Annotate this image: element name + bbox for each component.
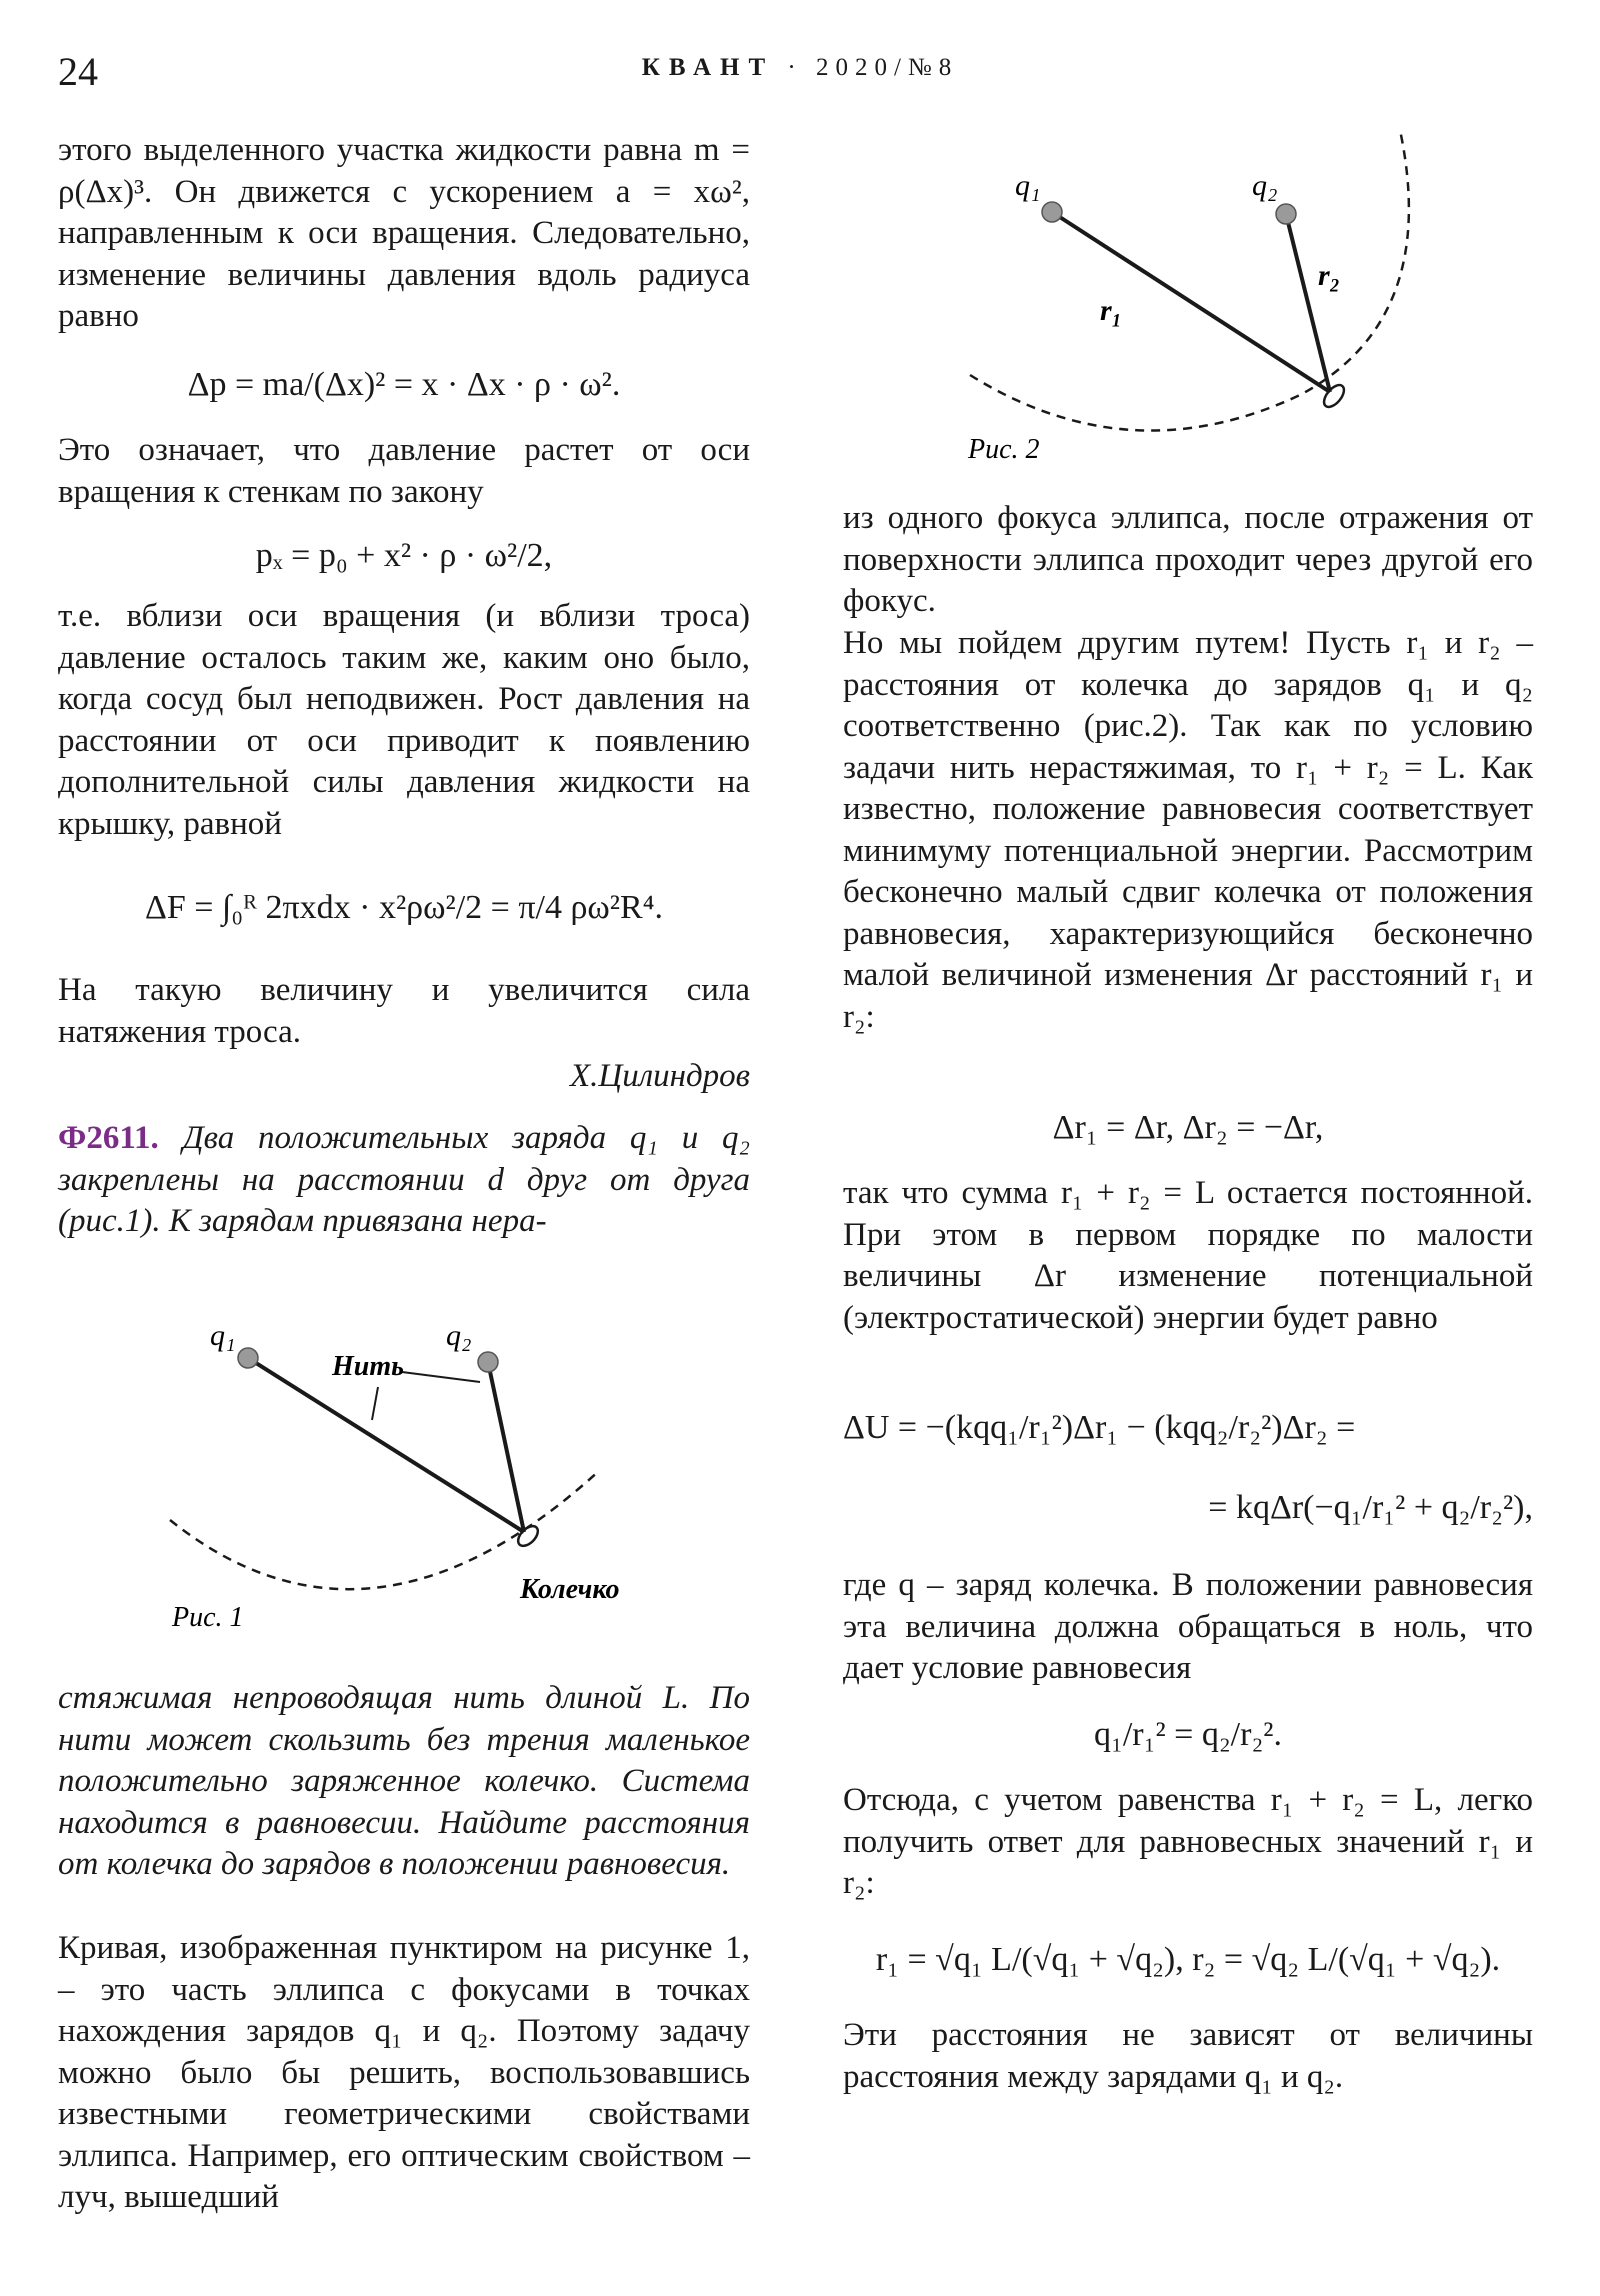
running-header	[0, 54, 1600, 82]
charge-q1-ball	[238, 1348, 258, 1368]
charge-q1-ball	[1042, 202, 1062, 222]
right-column	[843, 498, 1533, 2098]
problem-statement-a	[58, 1118, 750, 1243]
formula-delta-f: ΔF = ∫₀ᴿ 2πxdx · x²ρω²/2 = π/4 ρω²R⁴.	[144, 889, 664, 926]
right-paragraph-2: Но мы пойдем другим путем! Пусть r₁ и r₂ – расстояния от колечка до зарядов q₁ и q₂ соответственно (рис.2). Так как по условию задачи нить нерастяжимая, то r₁ + r₂ = L. Как известно, положение равновесия соответствует минимуму потенциальной энергии. Рассмотрим бесконечно малый сдвиг колечка от положения равновесия, характеризующийся бесконечно малой величиной изменения Δr расстояний r₁ и r₂:	[843, 625, 1533, 1035]
fig1-caption: Рис. 1	[172, 1602, 244, 1633]
thread-label-pointer-1	[372, 1387, 378, 1420]
fig1-label-thread: Нить	[332, 1351, 404, 1382]
page-number: 24	[58, 49, 98, 94]
figure-2	[960, 120, 1480, 470]
thread-segment-1	[248, 1358, 524, 1532]
formula-delta-r: Δr₁ = Δr, Δr₂ = −Δr,	[1052, 1109, 1324, 1146]
left-paragraph-4: На такую величину и увеличится сила натяжения троса.	[58, 972, 750, 1050]
fig1-label-q1: q₁	[210, 1319, 236, 1352]
right-paragraph-4: где q – заряд колечка. В положении равновесия эта величина должна обращаться в ноль, что дает условие равновесия	[843, 1567, 1533, 1686]
formula-answer: r₁ = √q₁ L/(√q₁ + √q₂), r₂ = √q₂ L/(√q₁ + √q₂).	[875, 1941, 1501, 1978]
formula-px: pₓ = p₀ + x² · ρ · ω²/2,	[255, 537, 553, 574]
right-paragraph-6: Эти расстояния не зависят от величины расстояния между зарядами q₁ и q₂.	[843, 2017, 1533, 2095]
fig2-label-r2: r₂	[1318, 259, 1341, 292]
ellipse-arc-dashed	[170, 1470, 600, 1589]
formula-delta-p: Δp = ma/(Δx)² = x · Δx · ρ · ω².	[187, 366, 621, 403]
r1-segment	[1052, 212, 1330, 392]
left-paragraph-2: Это означает, что давление растет от оси вращения к стенкам по закону	[58, 432, 750, 510]
header-separator: ·	[787, 54, 803, 81]
left-column-lower	[58, 1678, 750, 2219]
charge-q2-ball	[478, 1352, 498, 1372]
issue-number: 2020/№8	[815, 54, 959, 81]
thread-label-pointer-2	[402, 1372, 480, 1382]
formula-delta-u-line2: = kqΔr(−q₁/r₁² + q₂/r₂²),	[1208, 1489, 1533, 1526]
left-paragraph-5: Кривая, изображенная пунктиром на рисунке 1, – это часть эллипса с фокусами в точках нахождения зарядов q₁ и q₂. Поэтому задачу можно было бы решить, воспользовавшись известными геометрическими свойствами эллипса. Например, его оптическим свойством – луч, вышедший	[58, 1930, 750, 2215]
problem-text-b: стяжимая непроводящая нить длиной L. По нити может скользить без трения маленькое положительно заряженное колечко. Система находится в равновесии. Найдите расстояния от колечка до зарядов в положении равновесия.	[58, 1680, 750, 1882]
figure-1	[140, 1310, 700, 1650]
problem-text-a: Два положительных заряда q₁ и q₂ закреплены на расстоянии d друг от друга (рис.1). К зарядам привязана нера-	[58, 1120, 750, 1239]
problem-number: Ф2611.	[58, 1120, 159, 1156]
journal-title: КВАНТ	[641, 54, 775, 81]
fig1-label-q2: q₂	[446, 1319, 472, 1352]
fig2-label-q2: q₂	[1252, 169, 1278, 202]
right-paragraph-3: так что сумма r₁ + r₂ = L остается постоянной. При этом в первом порядке по малости величины Δr изменение потенциальной (электростатической) энергии будет равно	[843, 1175, 1533, 1336]
charge-q2-ball	[1276, 204, 1296, 224]
right-paragraph-5: Отсюда, с учетом равенства r₁ + r₂ = L, легко получить ответ для равновесных значений r₁ и r₂:	[843, 1782, 1533, 1901]
left-paragraph-3: т.е. вблизи оси вращения (и вблизи троса) давление осталось таким же, каким оно было, когда сосуд был неподвижен. Рост давления на расстоянии от оси приводит к появлению дополнительной силы давления жидкости на крышку, равной	[58, 598, 750, 842]
left-paragraph-1: этого выделенного участка жидкости равна m = ρ(Δx)³. Он движется с ускорением a = xω², направленным к оси вращения. Следовательно, изменение величины давления вдоль радиуса равно	[58, 132, 750, 334]
left-column	[58, 130, 750, 1243]
ring-icon	[1320, 382, 1347, 411]
formula-equilibrium: q₁/r₁² = q₂/r₂².	[1093, 1716, 1282, 1753]
author-signature: Х.Цилиндров	[569, 1058, 750, 1094]
thread-segment-2	[488, 1362, 524, 1532]
fig2-label-r1: r₁	[1100, 294, 1123, 327]
fig2-caption: Рис. 2	[968, 434, 1040, 465]
right-paragraph-1: из одного фокуса эллипса, после отражения от поверхности эллипса проходит через другой его фокус.	[843, 500, 1533, 619]
formula-delta-u-line1: ΔU = −(kqq₁/r₁²)Δr₁ − (kqq₂/r₂²)Δr₂ =	[843, 1409, 1356, 1446]
r2-segment	[1286, 214, 1330, 392]
fig2-label-q1: q₁	[1015, 169, 1041, 202]
fig1-label-ring: Колечко	[520, 1574, 620, 1605]
